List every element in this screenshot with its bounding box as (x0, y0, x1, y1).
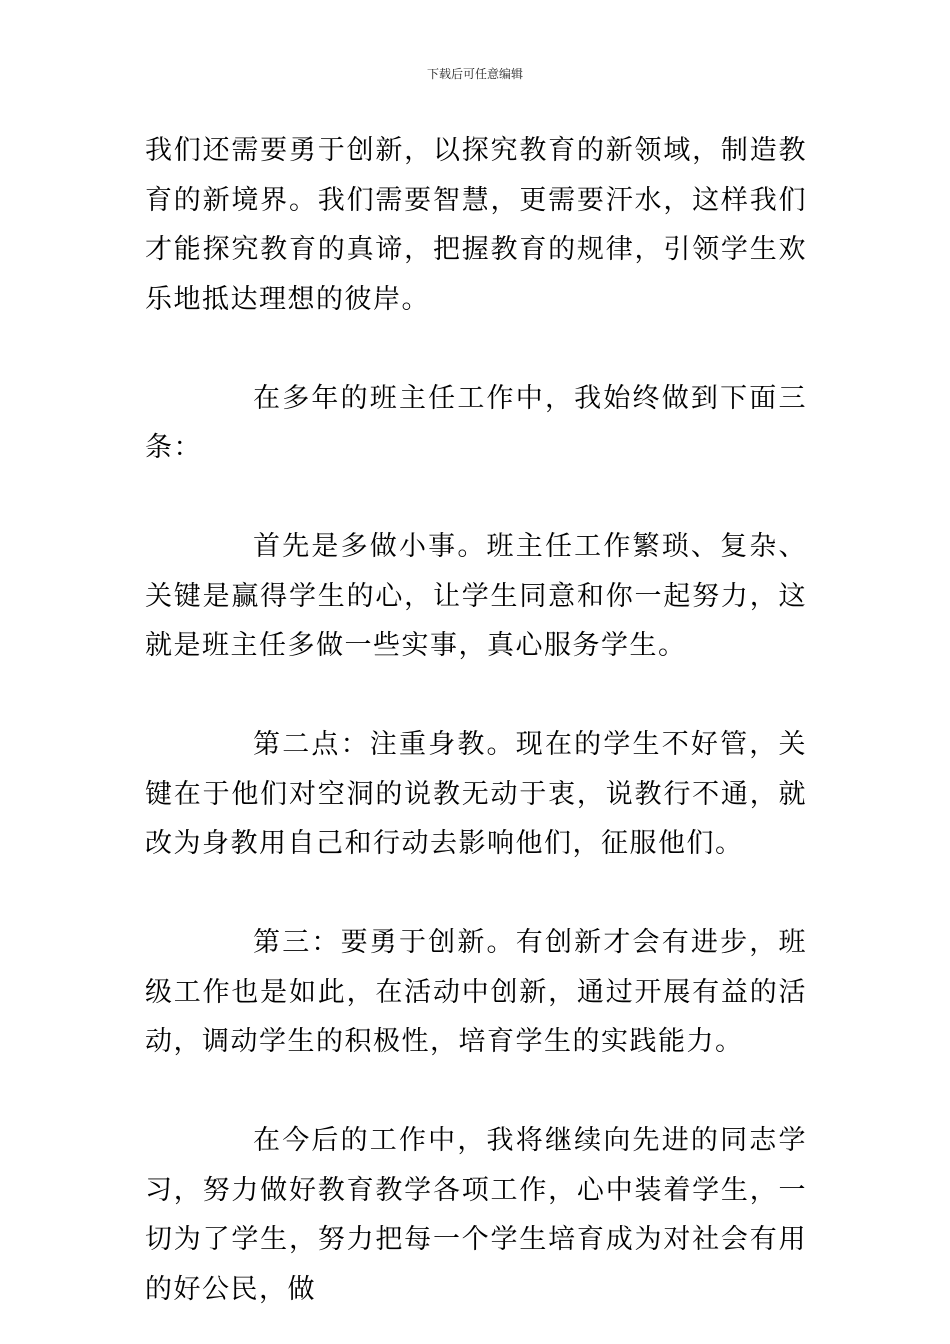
document-body (145, 126, 807, 1314)
paragraph-2: 在多年的班主任工作中，我始终做到下面三条： (145, 382, 807, 463)
paragraph-3: 首先是多做小事。班主任工作繁琐、复杂、关键是赢得学生的心，让学生同意和你一起努力，这就是班主任多做一些实事，真心服务学生。 (145, 531, 807, 661)
paragraph-6: 在今后的工作中，我将继续向先进的同志学习，努力做好教育教学各项工作，心中装着学生，一切为了学生，努力把每一个学生培育成为对社会有用的好公民，做 (145, 1125, 807, 1305)
paragraph-4: 第二点：注重身教。现在的学生不好管，关键在于他们对空洞的说教无动于衷，说教行不通，就改为身教用自己和行动去影响他们，征服他们。 (145, 729, 807, 859)
page-header: 下载后可任意编辑 (426, 67, 523, 81)
paragraph-1: 我们还需要勇于创新，以探究教育的新领域，制造教育的新境界。我们需要智慧，更需要汗水，这样我们才能探究教育的真谛，把握教育的规律，引领学生欢乐地抵达理想的彼岸。 (145, 135, 807, 315)
paragraph-5: 第三：要勇于创新。有创新才会有进步，班级工作也是如此，在活动中创新，通过开展有益的活动，调动学生的积极性，培育学生的实践能力。 (145, 927, 807, 1057)
